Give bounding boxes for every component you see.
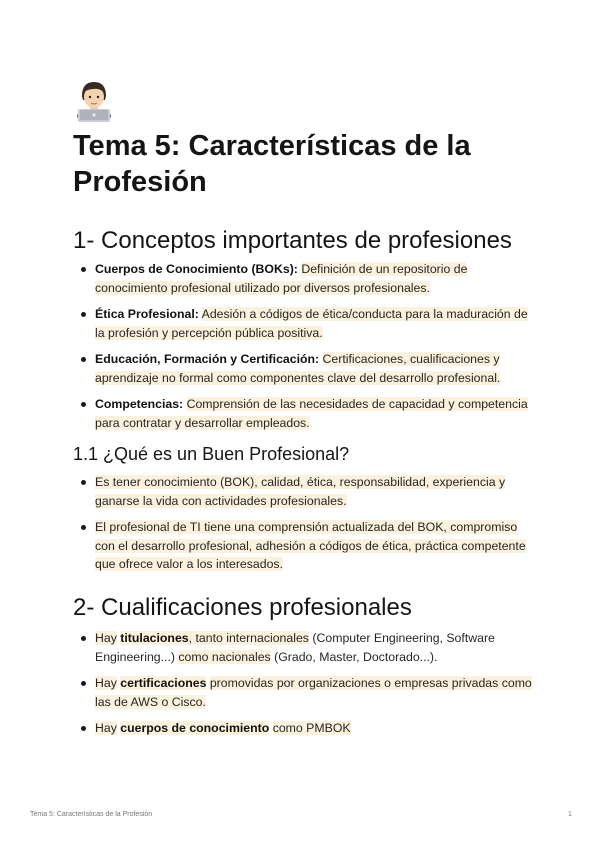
item-text: Adesión a códigos de ética/conducta para la maduración de la profesión y percepción pública positiva. [95,307,528,340]
list-item: Hay certificaciones promovidas por organizaciones o empresas privadas como las de AWS o Cisco. [73,674,533,711]
section-heading-2: 2- Cualificaciones profesionales [73,594,412,621]
page-title: Tema 5: Características de la Profesión [73,130,471,198]
item-text: Comprensión de las necesidades de capacidad y competencia para contratar y desarrollar empleados. [95,397,528,430]
man-technologist-emoji-icon [74,80,114,122]
footer-title: Tema 5: Características de la Profesión [30,811,153,818]
item-term: Cuerpos de Conocimiento (BOKs): [95,262,298,276]
concepts-list [73,260,533,432]
item-term: certificaciones [120,676,207,690]
item-term: cuerpos de conocimiento [120,721,270,735]
list-item: Hay titulaciones, tanto internacionales (Computer Engineering, Software Engineering...) como nacionales (Grado, Master, Doctorado...). [73,629,533,666]
subsection-heading-1-1: 1.1 ¿Qué es un Buen Profesional? [73,444,350,464]
qualifications-list [73,629,533,738]
item-text: Definición de un repositorio de conocimiento profesional utilizado por diversos profesionales. [95,262,468,295]
item-term: titulaciones [120,631,189,645]
page-number: 1 [568,811,572,818]
list-item [73,305,533,342]
item-text: Es tener conocimiento (BOK), calidad, ética, responsabilidad, experiencia y ganarse la vida con actividades profesionales. [95,475,506,508]
item-text: Certificaciones, cualificaciones y aprendizaje no formal como componentes clave del desarrollo profesional. [95,352,501,385]
list-item [73,350,533,387]
list-item: Hay cuerpos de conocimiento como PMBOK [73,719,533,738]
list-item [73,518,533,574]
item-text: El profesional de TI tiene una comprensión actualizada del BOK, compromiso con el desarrollo profesional, adhesión a códigos de ética, práctica competente que ofrece valor a los interesados. [95,520,526,571]
list-item [73,395,533,432]
good-professional-list [73,473,533,574]
item-term: Educación, Formación y Certificación: [95,352,320,366]
list-item [73,260,533,297]
section-heading-1: 1- Conceptos importantes de profesiones [73,227,512,254]
item-term: Ética Profesional: [95,307,199,321]
list-item [73,473,533,510]
item-term: Competencias: [95,397,184,411]
